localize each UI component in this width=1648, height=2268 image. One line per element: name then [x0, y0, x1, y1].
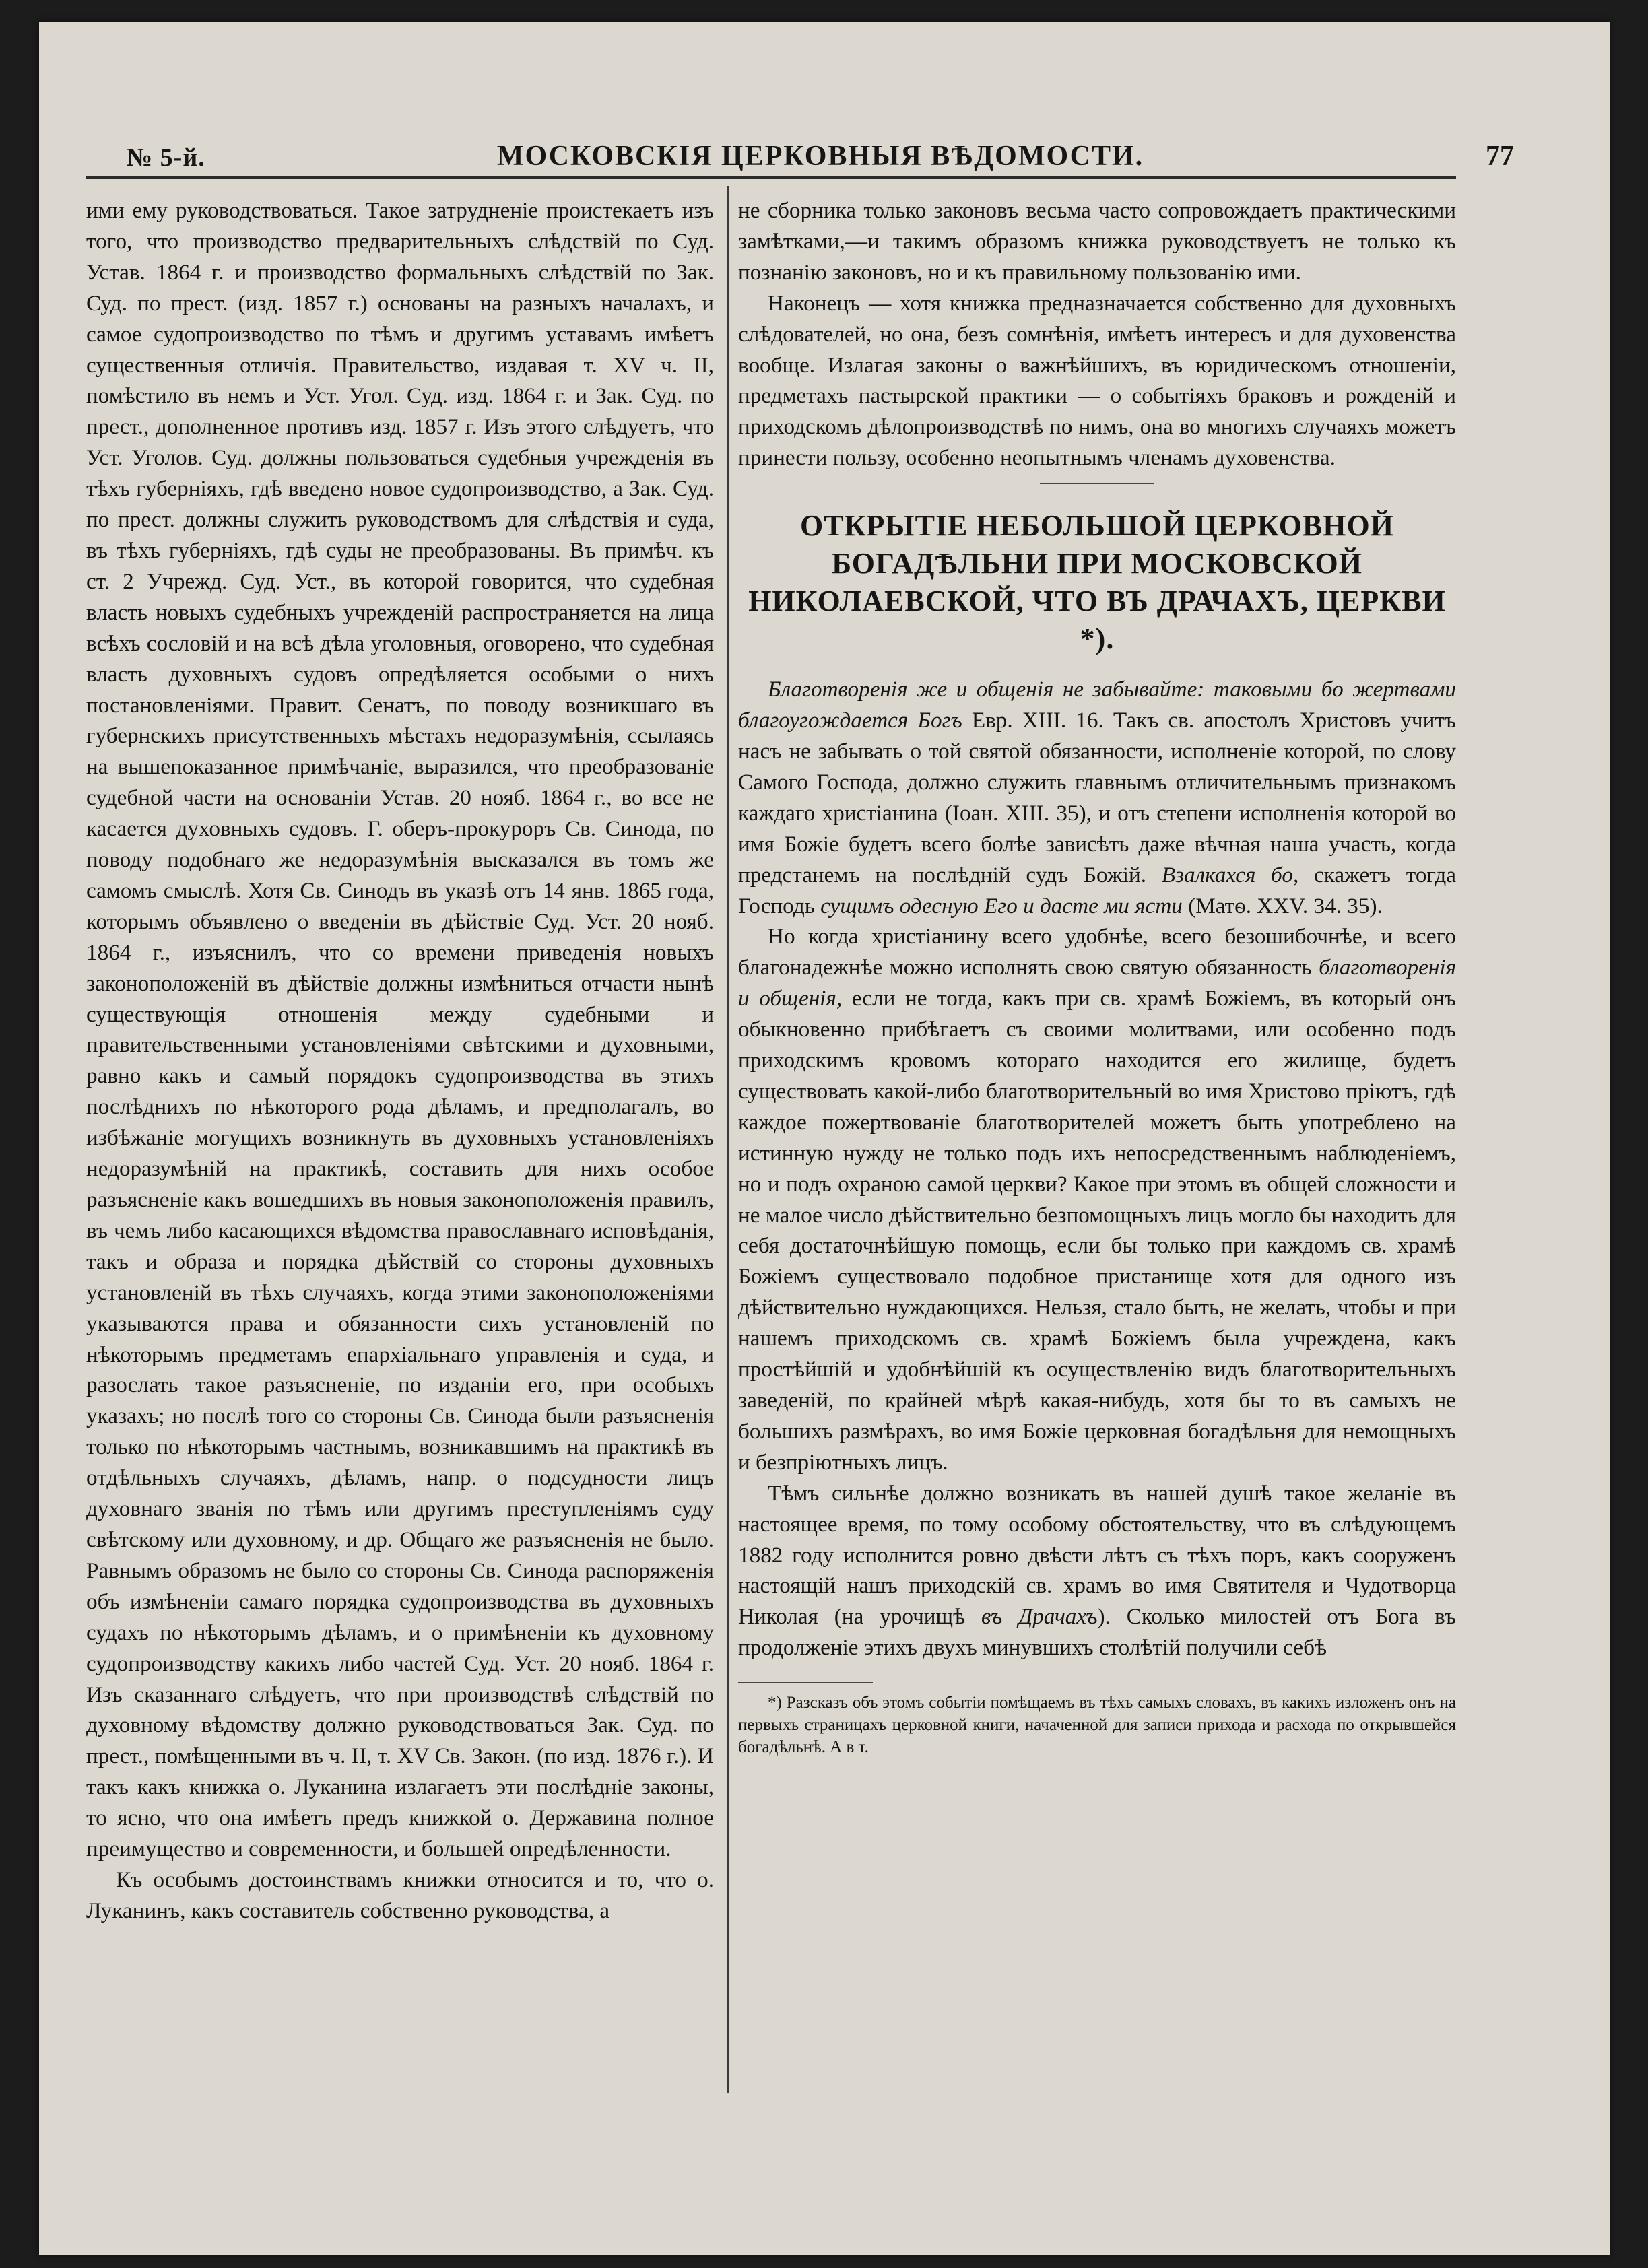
left-paragraph-1: ими ему руководствоваться. Такое затрудненіе проистекаетъ изъ того, что производство предварительныхъ слѣдствій по Суд. Устав. 1864 г. и производство формальныхъ слѣдствій по Зак. Суд. по прест. (изд. 1857 г.) основаны на разныхъ началахъ, и самое судопроизводство по тѣмъ и другимъ уставамъ имѣетъ существенныя отличія. Правительство, издавая т. XV ч. II, помѣстило въ немъ и Уст. Угол. Суд. изд. 1864 г. и Зак. Суд. по прест., дополненное противъ изд. 1857 г. Изъ этого слѣдуетъ, что Уст. Уголов. Суд. должны пользоваться судебныя учрежденія въ тѣхъ губерніяхъ, гдѣ введено новое судопроизводство, а Зак. Суд. по прест. должны служить руководствомъ для слѣдствія и суда, въ тѣхъ губерніяхъ, гдѣ суды не преобразованы. Въ примѣч. къ ст. 2 Учрежд. Суд. Уст., въ которой говорится, что судебная власть новыхъ судебныхъ учрежденій распространяется на лица всѣхъ сословій и на всѣ дѣла уголовныя, оговорено, что судебная власть духовныхъ судовъ опредѣляется особыми о нихъ постановленіями. Правит. Сенатъ, по поводу возникшаго въ губернскихъ присутственныхъ мѣстахъ недоразумѣнія, ссылаясь на вышепоказанное примѣчаніе, выразился, что преобразованіе судебной части на основаніи Устав. 20 нояб. 1864 г., во все не касается духовныхъ судовъ. Г. оберъ-прокуроръ Св. Синода, по поводу подобнаго же недоразумѣнія высказался въ томъ же самомъ смыслѣ. Хотя Св. Синодъ въ указѣ отъ 14 янв. 1865 года, которымъ объявлено о введеніи въ дѣйствіе Суд. Уст. 20 нояб. 1864 г., изъяснилъ, что со времени приведенія новыхъ законоположеній въ дѣйствіе должны измѣниться отчасти нынѣ существующія отношенія между судебными и правительственными установленіями свѣтскими и духовными, равно какъ и самый порядокъ судопроизводства въ этихъ послѣднихъ по нѣкоторого рода дѣламъ, и предполагалъ, во избѣжаніе могущихъ возникнуть въ духовныхъ установленіяхъ недоразумѣній на практикѣ, составить для нихъ особое разъясненіе какъ вошедшихъ въ новыя законоположенія правилъ, въ чемъ либо касающихся вѣдомства православнаго исповѣданія, такъ и образа и порядка дѣйствій со стороны духовныхъ установленій въ тѣхъ случаяхъ, когда этими законоположеніями указываются права и обязанности сихъ установленій по нѣкоторымъ предметамъ епархіальнаго управленія и суда, и разослать такое разъясненіе, по изданіи его, при особыхъ указахъ; но послѣ того со стороны Св. Синода были разъясненія только по нѣкоторымъ частнымъ, возникавшимъ на практикѣ въ отдѣльныхъ случаяхъ, дѣламъ, напр. о подсудности лицъ духовнаго званія по тѣмъ или другимъ преступленіямъ суду свѣтскому или духовному, и др. Общаго же разъясненія не было. Равнымъ образомъ не было со стороны Св. Синода распоряженія объ измѣненіи самаго порядка судопроизводства въ духовныхъ судахъ по нѣкоторымъ дѣламъ, и о примѣненіи къ духовному судопроизводству какихъ либо частей Суд. Уст. 20 нояб. 1864 г. Изъ сказаннаго слѣдуетъ, что при производствѣ слѣдствій по духовному вѣдомству должно руководствоваться Зак. Суд. по прест., помѣщенными въ ч. II, т. XV Св. Закон. (по изд. 1876 г.). И такъ какъ книжка о. Луканина излагаетъ эти послѣдніе законы, то ясно, что она имѣетъ предъ книжкой о. Державина полное преимущество и современности, и большей опредѣленности. — [86, 198, 714, 1862]
footnote-rule — [738, 1682, 873, 1683]
paragraph-text: Евр. XIII. 16. Такъ св. апостолъ Христовъ учитъ насъ не забывать о той святой обязанности, исполненіе которой, по слову Самого Господа, должно служить главнымъ отличительнымъ признакомъ каждаго христіанина (Іоан. XIII. 35), и отъ степени исполненія которой во имя Божіе будетъ всего болѣе зависѣть даже вѣчная наша участь, когда предстанемъ на послѣдній судъ Божій. — [738, 708, 1456, 888]
epigraph-quote: Благотворенія же и общенія не забывайте: таковыми бо жертвами благоугождается Богъ — [738, 677, 1456, 733]
article-heading: ОТКРЫТІЕ НЕБОЛЬШОЙ ЦЕРКОВНОЙ БОГАДѢЛЬНИ ПРИ МОСКОВСКОЙ НИКОЛАЕВСКОЙ, ЧТО ВЪ ДРАЧАХЪ, ЦЕРКВИ *). — [748, 509, 1446, 656]
quote-text: въ Драчахъ — [981, 1604, 1098, 1630]
right-paragraph-4 — [738, 921, 1456, 1477]
left-column — [86, 195, 714, 1927]
paragraph-text: если не тогда, какъ при св. храмѣ Божіемъ, въ который онъ обыкновенно прибѣгаетъ съ своими молитвами, или особенно подъ приходскимъ кровомъ котораго находится его жилище, будетъ существовать какой-либо благотворительный во имя Христово пріютъ, гдѣ каждое пожертвованіе благотворителей можетъ быть употреблено на истинную нужду не только подъ ихъ непосредственнымъ наблюденіемъ, но и подъ охраною самой церкви? Какое при этомъ въ общей сложности и не малое число дѣйствительно безпомощныхъ лицъ могло бы находить для себя достаточнѣйшую помощь, если бы только при каждомъ св. храмѣ Божіемъ существовало подобное пристанище хотя для одного изъ дѣйствительно нуждающихся. Нельзя, стало быть, не желать, чтобы и при нашемъ приходскомъ св. храмѣ Божіемъ была учреждена, какъ простѣйшій и удобнѣйшій къ осуществленію видъ благотворительныхъ заведеній, по крайней мѣрѣ какая-нибудь, хотя бы то въ самыхъ не большихъ размѣрахъ, во имя Божіе церковная богадѣльня для немощныхъ и безпріютныхъ лицъ. — [738, 986, 1456, 1475]
right-column — [738, 195, 1456, 1758]
paragraph-text: (Матѳ. XXV. 34. 35). — [1182, 893, 1383, 919]
issue-number: № 5-й. — [127, 143, 205, 172]
footnote: *) Разсказъ объ этомъ событіи помѣщаемъ въ тѣхъ самыхъ словахъ, въ какихъ изложенъ онъ на первыхъ страницахъ церковной книги, начаченной для записи прихода и расхода по открывшейся богадѣльнѣ. А в т. — [738, 1694, 1456, 1757]
quote-text: благотворенія и общенія, — [738, 955, 1456, 1011]
section-separator — [1040, 483, 1154, 484]
publication-title: МОСКОВСКІЯ ЦЕРКОВНЫЯ ВѢДОМОСТИ. — [496, 141, 1144, 172]
paragraph-text: скажетъ тогда Господь — [738, 862, 1457, 919]
left-paragraph-2: Къ особымъ достоинствамъ книжки относится и то, что о. Луканинъ, какъ составитель собственно руководства, а — [86, 1867, 714, 1923]
quote-text: сущимъ одесную Его и дасте ми ясти — [820, 893, 1183, 919]
page-number: 77 — [1486, 141, 1514, 172]
paragraph-text: Тѣмъ сильнѣе должно возникать въ нашей душѣ такое желаніе въ настоящее время, по тому особому обстоятельству, что въ слѣдующемъ 1882 году исполнится ровно двѣсти лѣтъ съ тѣхъ поръ, какъ сооруженъ настоящій нашъ приходскій св. храмъ во имя Святителя и Чудотворца Николая (на урочищѣ — [738, 1480, 1456, 1630]
page-header — [127, 135, 1514, 182]
right-paragraph-2: Наконецъ — хотя книжка предназначается собственно для духовныхъ слѣдователей, но она, безъ сомнѣнія, имѣетъ интересъ и для духовенства вообще. Излагая законы о важнѣйшихъ, въ юридическомъ отношеніи, предметахъ пастырской практики — о событіяхъ браковъ и рожденій и приходскомъ дѣлопроизводствѣ по нимъ, она во многихъ случаяхъ можетъ принести пользу, особенно неопытнымъ членамъ духовенства. — [738, 290, 1456, 471]
paragraph-text: ). Сколько милостей отъ Бога въ продолженіе этихъ двухъ минувшихъ столѣтій получили себѣ — [738, 1604, 1456, 1661]
quote-text: Взалкахся бо, — [1161, 862, 1299, 888]
column-divider — [727, 186, 729, 2093]
right-paragraph-3 — [738, 674, 1456, 921]
paragraph-text: Но когда христіанину всего удобнѣе, всего безошибочнѣе, и всего благонадежнѣе можно исполнять свою святую обязанность — [738, 924, 1456, 980]
right-paragraph-5 — [738, 1478, 1456, 1663]
right-paragraph-1: не сборника только законовъ весьма часто сопровождаетъ практическими замѣтками,—и такимъ образомъ книжка руководствуетъ не только къ познанію законовъ, но и къ правильному пользованію ими. — [738, 198, 1456, 285]
header-rule — [86, 176, 1456, 179]
